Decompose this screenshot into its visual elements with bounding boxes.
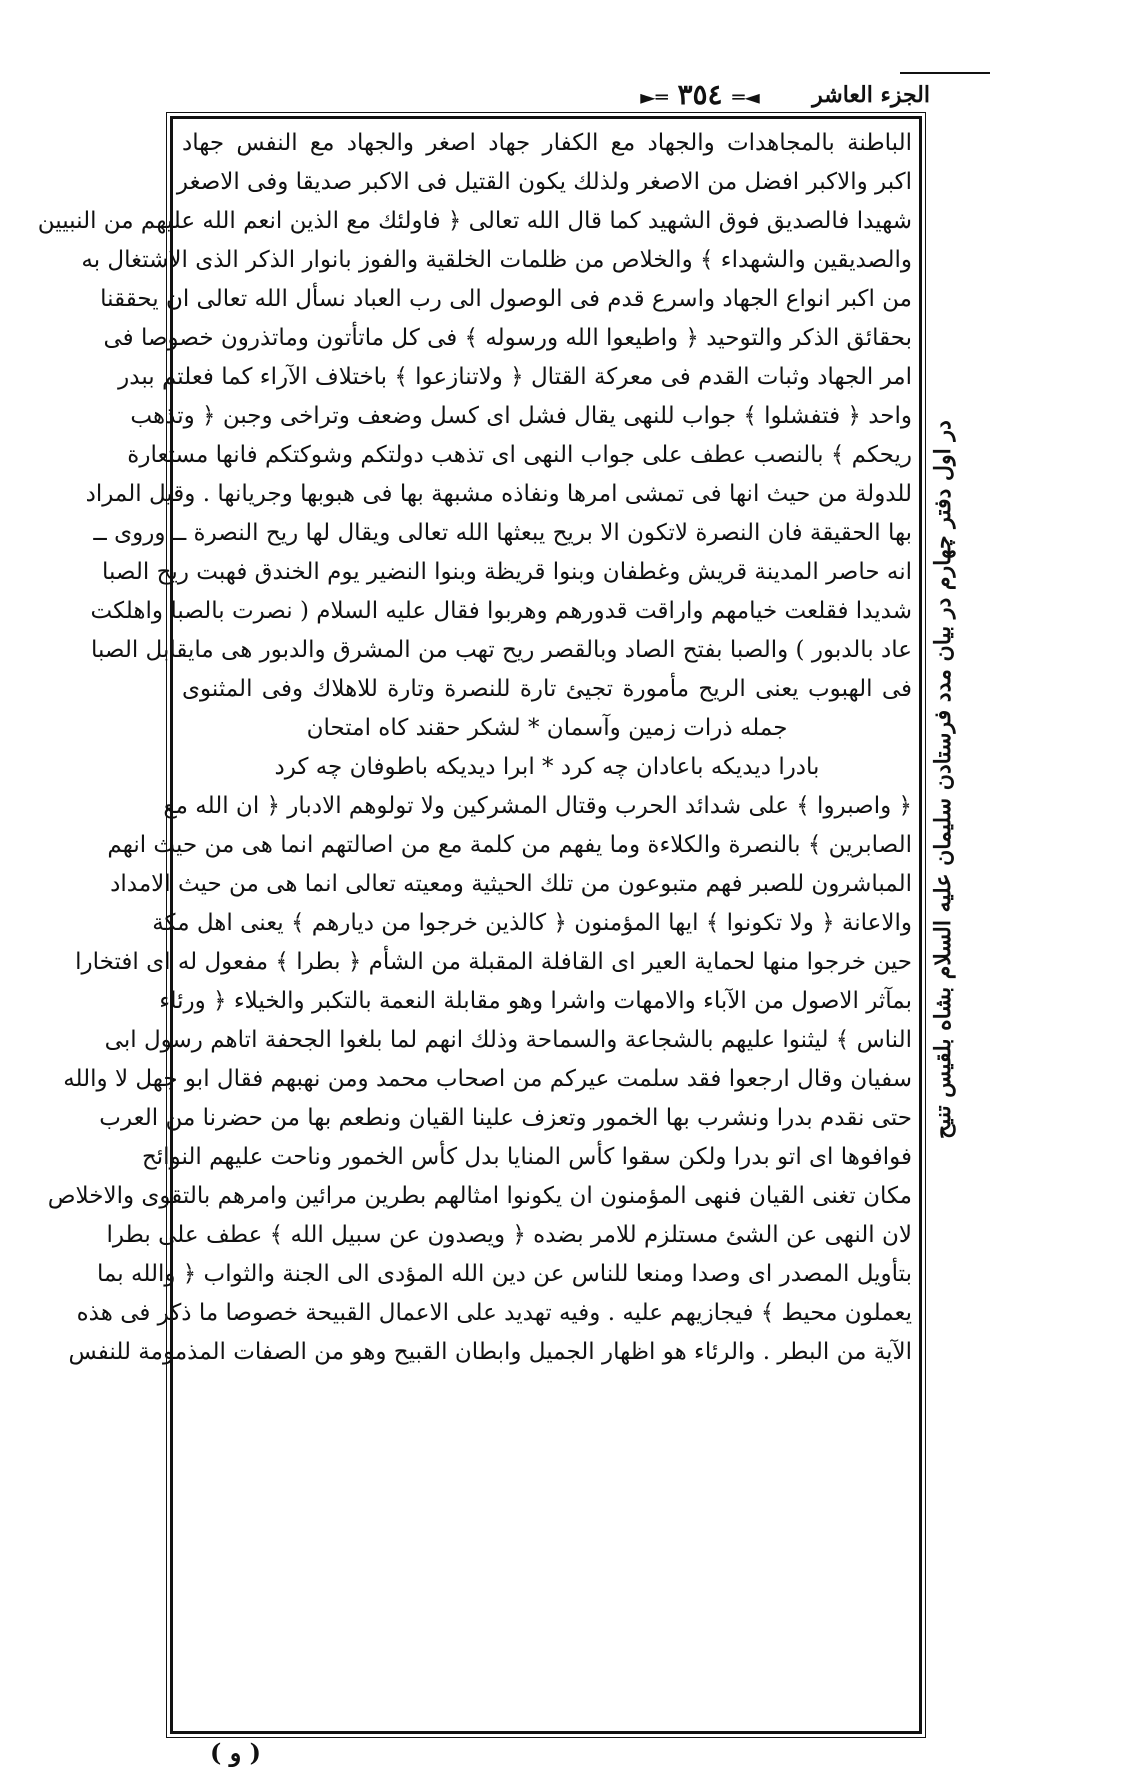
text-line: من اكبر انواع الجهاد واسرع قدم فى الوصول الى رب العباد نسأل الله تعالى ان يحققنا: [100, 286, 912, 312]
text-line: فوافوها اى اتو بدرا ولكن سقوا كأس المنايا بدل كأس الخمور وناحت عليهم النوائح: [141, 1144, 912, 1170]
text-line: شديدا فقلعت خيامهم واراقت قدورهم وهربوا فقال عليه السلام ( نصرت بالصبا واهلكت: [90, 598, 912, 624]
text-line: ﴿ واصبروا ﴾ على شدائد الحرب وقتال المشركين ولا تولوهم الادبار ﴿ ان الله مع: [163, 793, 912, 819]
text-line: للدولة من حيث انها فى تمشى امرها ونفاذه مشبهة بها فى هبوبها وجريانها . وقيل المراد: [85, 481, 912, 507]
text-line: لان النهى عن الشئ مستلزم للامر بضده ﴿ ويصدون عن سبيل الله ﴾ عطف على بطرا: [106, 1222, 912, 1248]
signature-mark: ( و ): [210, 1738, 262, 1767]
header-rule: [900, 72, 990, 74]
text-line: سفيان وقال ارجعوا فقد سلمت عيركم من اصحاب محمد ومن نهبهم فقال ابو جهل لا والله: [63, 1066, 912, 1092]
text-line: بتأويل المصدر اى وصدا ومنعا للناس عن دين الله المؤدى الى الجنة والثواب ﴿ والله بما: [96, 1261, 912, 1287]
text-line: امر الجهاد وثبات القدم فى معركة القتال ﴿ ولاتنازعوا ﴾ باختلاف الآراء كما فعلتم ببدر: [118, 364, 912, 390]
section-title: الجزء العاشر: [812, 82, 930, 108]
verse-line: جمله ذرات زمين وآسمان * لشكر حقند كاه امتحان: [306, 715, 788, 741]
text-line: الصابرين ﴾ بالنصرة والكلاءة وما يفهم من كلمة مع من اصالتهم انما هى من حيث انهم: [107, 832, 912, 858]
text-line: بحقائق الذكر والتوحيد ﴿ واطيعوا الله ورسوله ﴾ فى كل ماتأتون وماتذرون خصوصا فى: [103, 325, 912, 351]
ornament-icon: ═►: [640, 85, 668, 109]
text-line: الآية من البطر . والرئاء هو اظهار الجميل وابطان القبيح وهو من الصفات المذمومة للنفس: [68, 1339, 912, 1365]
text-line: فى الهبوب يعنى الريح مأمورة تجيئ تارة للنصرة وتارة للاهلاك وفى المثنوى: [182, 676, 912, 702]
ornament-icon: ◄═: [732, 85, 760, 109]
text-line: بها الحقيقة فان النصرة لاتكون الا بريح يبعثها الله تعالى ويقال لها ريح النصرة ــ وروى ــ: [93, 520, 912, 546]
page-header: [170, 78, 930, 118]
text-line: حتى نقدم بدرا ونشرب بها الخمور وتعزف علينا القيان ونطعم بها من حضرنا من العرب: [99, 1105, 912, 1131]
verse-line: بادرا ديديكه باعادان چه كرد * ابرا ديديكه باطوفان چه كرد: [274, 754, 820, 780]
text-line: اكبر والاكبر افضل من الاصغر ولذلك يكون القتيل فى الاكبر صديقا وفى الاصغر: [176, 169, 912, 195]
text-line: والصديقين والشهداء ﴾ والخلاص من ظلمات الخلقية والفوز بانوار الذكر الذى الاشتغال به: [81, 247, 912, 273]
text-line: والاعانة ﴿ ولا تكونوا ﴾ ايها المؤمنون ﴿ كالذين خرجوا من ديارهم ﴾ يعنى اهل مكة: [152, 910, 912, 936]
margin-note: در اول دفتر چهارم در بيان مدد فرستادن سليمان عليه السلام بشاه بلقيس تنيح: [930, 420, 956, 1139]
main-text: [37, 124, 912, 1724]
text-line: يعملون محيط ﴾ فيجازيهم عليه . وفيه تهديد على الاعمال القبيحة خصوصا ما ذكر فى هذه: [76, 1300, 912, 1326]
text-line: شهيدا فالصديق فوق الشهيد كما قال الله تعالى ﴿ فاولئك مع الذين انعم الله عليهم من النبيين: [37, 208, 912, 234]
text-line: عاد بالدبور ) والصبا بفتح الصاد وبالقصر ريح تهب من المشرق والدبور هى مايقابل الصبا: [90, 637, 912, 663]
text-line: بمآثر الاصول من الآباء والامهات واشرا وهو مقابلة النعمة بالتكبر والخيلاء ﴿ ورئاء: [159, 988, 912, 1014]
text-line: واحد ﴿ فتفشلوا ﴾ جواب للنهى يقال فشل اى كسل وضعف وتراخى وجبن ﴿ وتذهب: [130, 403, 912, 429]
text-line: مكان تغنى القيان فنهى المؤمنون ان يكونوا امثالهم بطرين مرائين وامرهم بالتقوى والاخلاص: [47, 1183, 912, 1209]
text-line: المباشرون للصبر فهم متبوعون من تلك الحيثية ومعيته تعالى انما هى من حيث الامداد: [110, 871, 912, 897]
page-number-text: ٣٥٤: [677, 78, 723, 111]
text-line: انه حاصر المدينة قريش وغطفان وبنوا قريظة وبنوا النضير يوم الخندق فهبت ريح الصبا: [101, 559, 912, 585]
page-number: [625, 78, 775, 111]
text-line: الباطنة بالمجاهدات والجهاد مع الكفار جهاد اصغر والجهاد مع النفس جهاد: [182, 130, 912, 156]
text-line: ريحكم ﴾ بالنصب عطف على جواب النهى اى تذهب دولتكم وشوكتكم فانها مستعارة: [127, 442, 912, 468]
text-line: حين خرجوا منها لحماية العير اى القافلة المقبلة من الشأم ﴿ بطرا ﴾ مفعول له اى افتخارا: [75, 949, 912, 975]
text-line: الناس ﴾ ليثنوا عليهم بالشجاعة والسماحة وذلك انهم لما بلغوا الجحفة اتاهم رسول ابى: [104, 1027, 912, 1053]
